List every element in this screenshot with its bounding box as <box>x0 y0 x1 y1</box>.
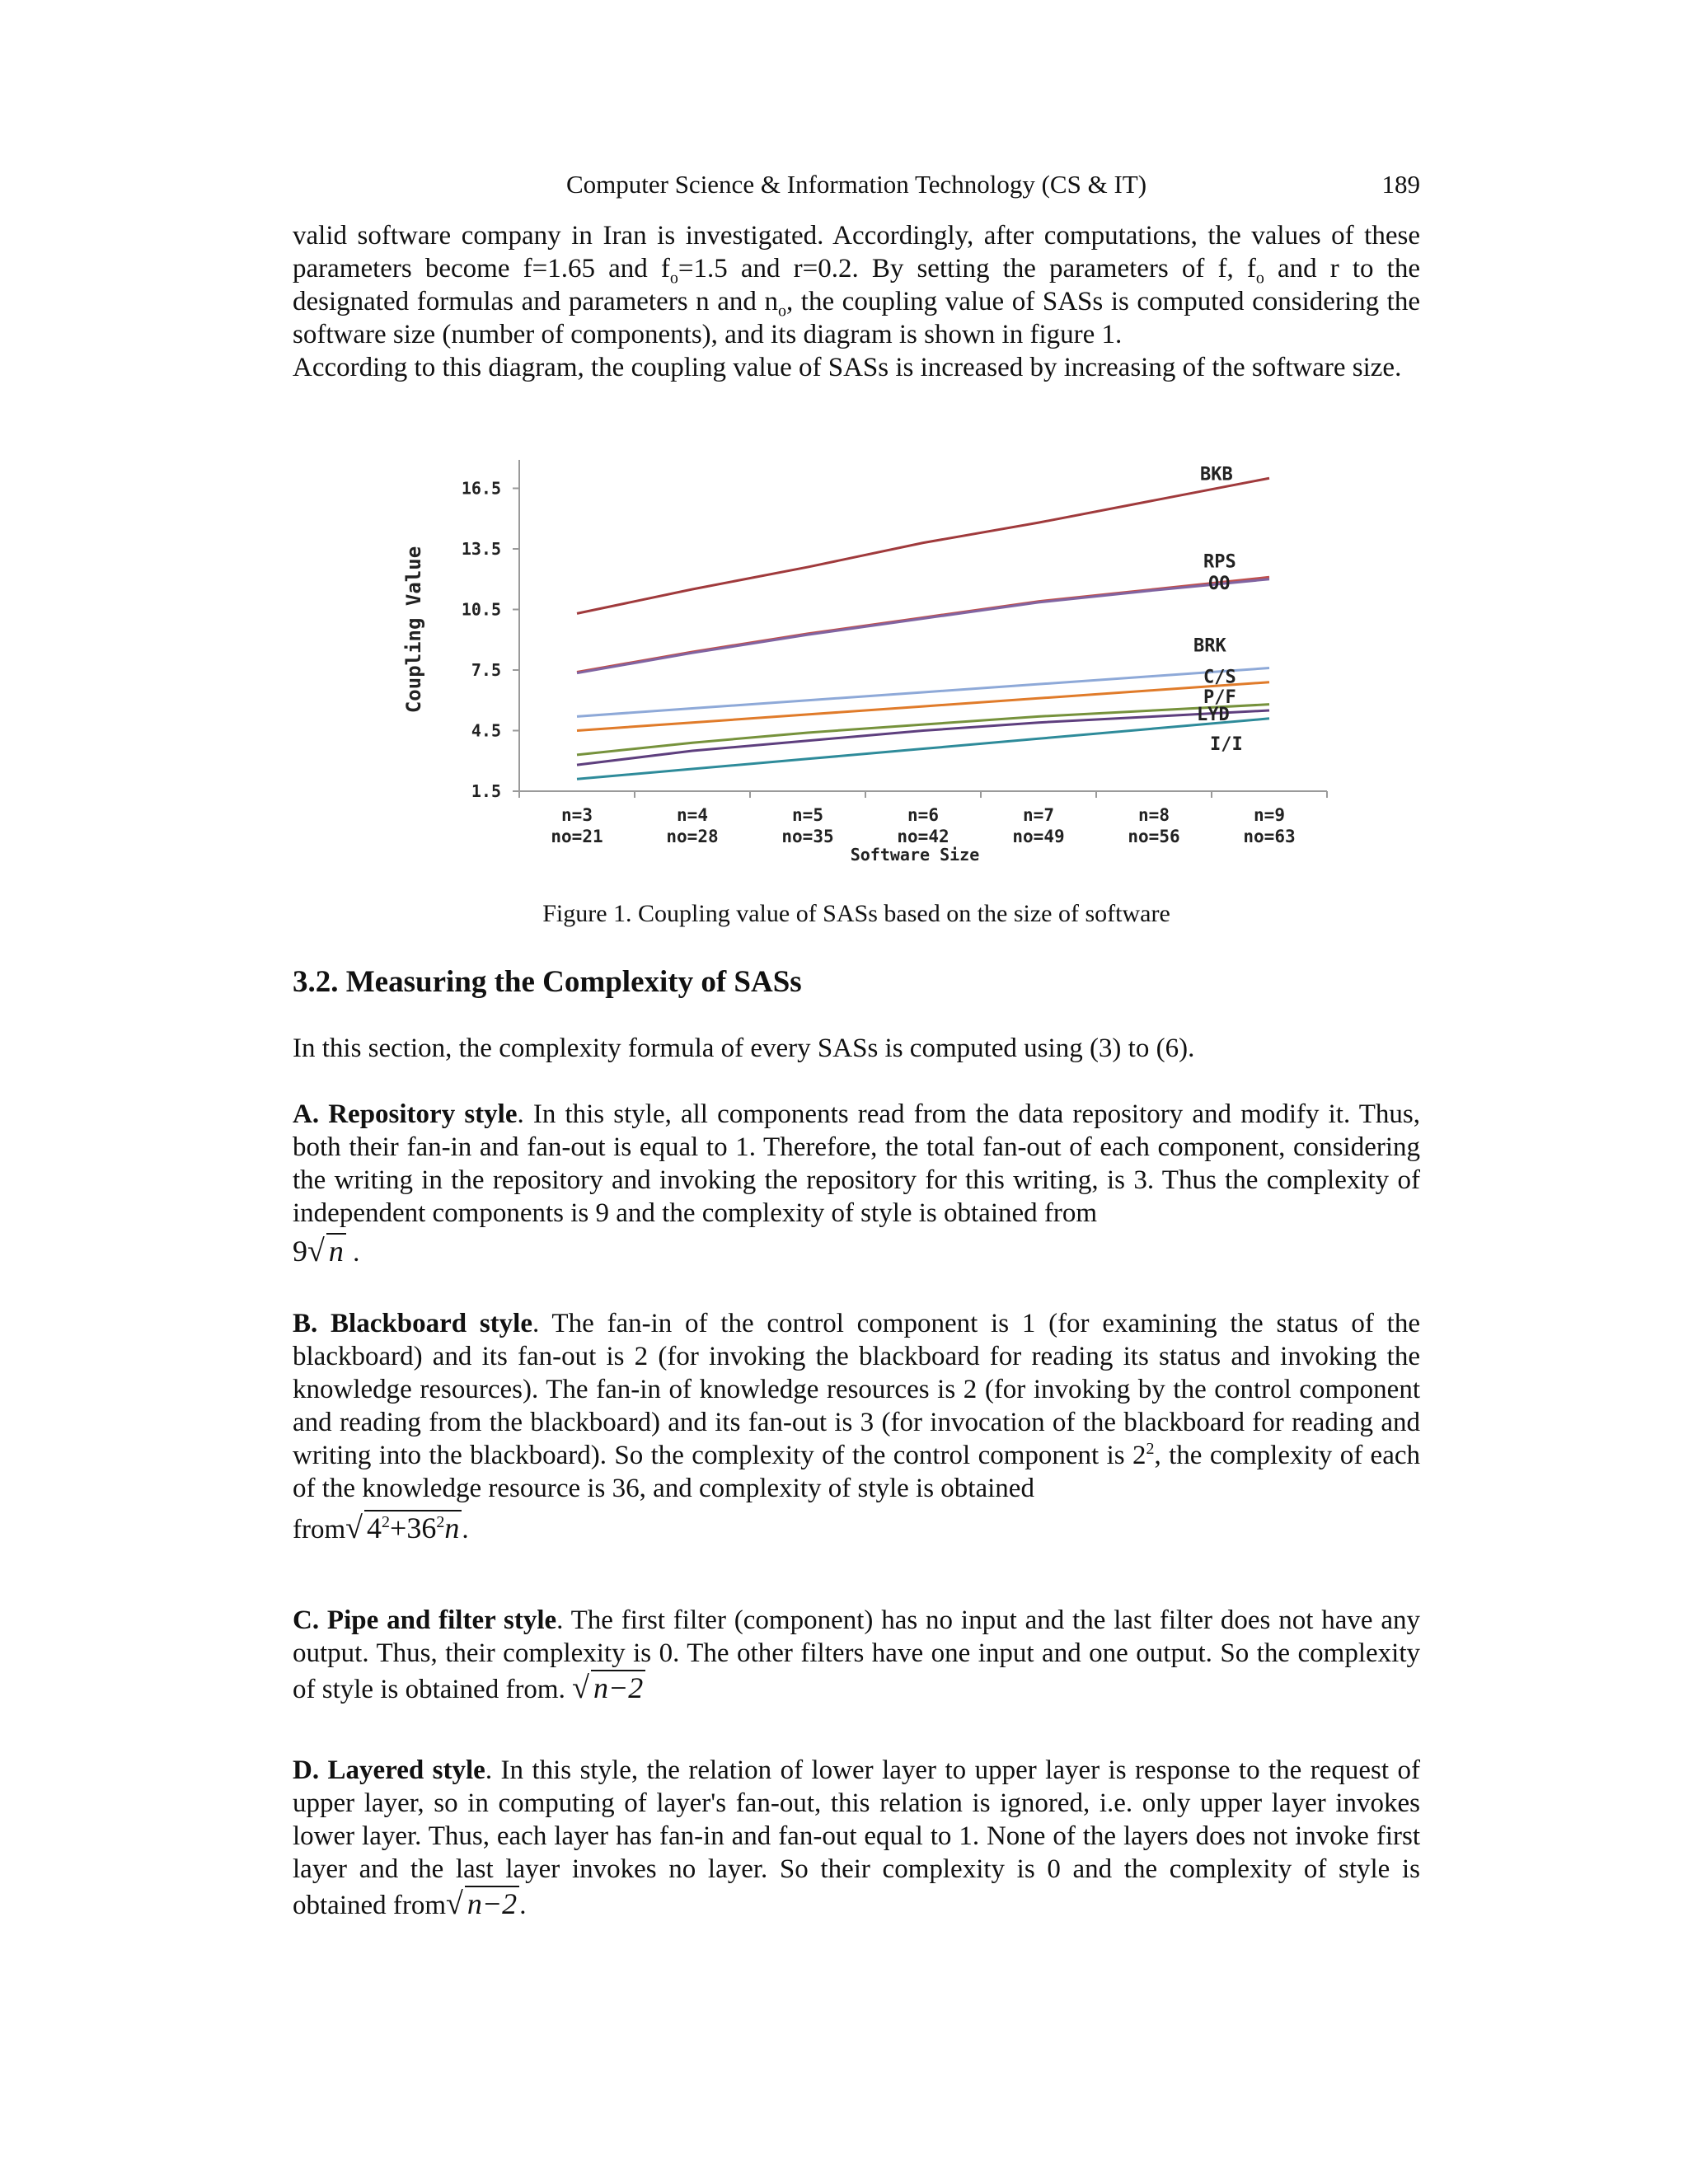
pipe-title: C. Pipe and filter style <box>293 1605 557 1635</box>
page-number: 189 <box>1381 170 1420 199</box>
layered-formula: n−2 <box>465 1886 519 1920</box>
x-tick-label-2: no=56 <box>1128 827 1180 846</box>
legend-label-rps: RPS <box>1203 551 1236 573</box>
series-line-lyd <box>577 710 1269 765</box>
repository-formula-end: . <box>345 1238 360 1268</box>
y-tick-label: 1.5 <box>471 781 501 801</box>
intro-paragraph <box>293 219 1420 384</box>
pipe-text: . The first filter (component) has no input and the last filter does not have any output. Thus, their complexity is 0. The other filters have one input and one output. So the complexity of style is obtained from. <box>293 1605 1421 1704</box>
y-tick-label: 13.5 <box>461 539 501 559</box>
repository-formula-var: n <box>326 1233 346 1268</box>
section-title: 3.2. Measuring the Complexity of SASs <box>293 965 802 999</box>
intro-text-2: =1.5 and r=0.2. By setting the parameters of f, f <box>678 254 1256 284</box>
legend-label-c-s: C/S <box>1203 667 1236 688</box>
y-tick-label: 16.5 <box>461 478 501 499</box>
blackboard-title: B. Blackboard style <box>293 1309 532 1338</box>
intro-text-4: , the coupling value of SASs is computed considering the software size (number of components), and its diagram is shown in figure 1. <box>293 287 1420 349</box>
layered-formula-end: . <box>519 1891 527 1920</box>
blackboard-text-2: , the complexity of each of the knowledge resource is 36, and complexity of style is obtained <box>293 1441 1421 1503</box>
blackboard-sup: 2 <box>1146 1440 1155 1458</box>
x-tick-label-2: no=35 <box>781 827 834 846</box>
section-intro <box>293 1032 1420 1065</box>
intro-text-3: and r to the designated formulas and parameters n and n <box>293 254 1420 316</box>
series-line-bkb <box>577 478 1269 613</box>
x-tick-label-2: no=63 <box>1243 827 1296 846</box>
page-header <box>293 170 1420 211</box>
repository-paragraph: A. Repository style. In this style, all components read from the data repository and modify it. Thus, both their fan-in and fan-out is equal to 1. Therefore, the total fan-out of each component, considering the writing in the repository and invoking the repository for this writing, is 3. Thus the complexity of independent components is 9 and the complexity of style is obtained from 9√ n . <box>293 1099 1420 1268</box>
x-tick-label: n=6 <box>907 805 939 825</box>
y-tick-label: 10.5 <box>461 599 501 620</box>
x-tick-label: n=9 <box>1254 805 1285 825</box>
blackboard-paragraph: B. Blackboard style. The fan-in of the control component is 1 (for examining the status of the blackboard) and its fan-out is 2 (for invoking the blackboard for reading its status and invoking the knowledge resources). The fan-in of knowledge resources is 2 (for invoking by the control component and reading from the blackboard) and its fan-out is 3 (for invocation of the blackboard for reading and writing into the blackboard). So the complexity of the control component is $2^2$, the complexity of each of the knowledge resource is 36, and complexity of style is obtained from√ $4^2+36^2n$. <box>293 1309 1421 1545</box>
legend-label-brk: BRK <box>1193 635 1226 657</box>
x-axis-label: Software Size <box>850 845 980 865</box>
x-tick-label-2: no=21 <box>551 827 603 846</box>
legend-label-lyd: LYD <box>1197 705 1230 725</box>
x-tick-label: n=8 <box>1138 805 1170 825</box>
series-line-i-i <box>577 719 1269 780</box>
series-line-oo <box>577 579 1269 673</box>
x-tick-label-2: no=42 <box>897 827 950 846</box>
intro-sub: o <box>669 269 678 288</box>
intro-paragraph-2: According to this diagram, the coupling value of SASs is increased by increasing of the software size. <box>293 353 1402 382</box>
legend-label-bkb: BKB <box>1200 464 1233 485</box>
section-intro-text: In this section, the complexity formula of every SASs is computed using (3) to (6). <box>293 1033 1195 1063</box>
x-tick-label: n=5 <box>792 805 823 825</box>
legend-label-oo: OO <box>1208 573 1231 594</box>
coupling-chart <box>387 452 1360 872</box>
x-tick-label: n=4 <box>677 805 708 825</box>
intro-sub: o <box>777 302 786 321</box>
intro-text-1: valid software company in Iran is investigated. Accordingly, after computations, the values of these parameters become f=1.65 and f <box>293 221 1420 284</box>
repository-text: . In this style, all components read from the data repository and modify it. Thus, both their fan-in and fan-out is equal to 1. Therefore, the total fan-out of each component, considering the writing in the repository and invoking the repository for this writing, is 3. Thus the complexity of independent components is 9 and the complexity of style is obtained from <box>293 1099 1420 1228</box>
figure-caption: Figure 1. Coupling value of SASs based on the size of software <box>542 900 1170 927</box>
legend-label-i-i: I/I <box>1210 733 1243 755</box>
blackboard-formula-end: . <box>462 1515 469 1544</box>
repository-formula-coef: 9 <box>293 1235 307 1268</box>
blackboard-formula: $4^2+36^2n$ <box>364 1510 462 1544</box>
layered-paragraph: D. Layered style. In this style, the relation of lower layer to upper layer is response to the request of upper layer, so in computing of layer's fan-out, this relation is ignored, i.e. only upper layer invokes lower layer. Thus, each layer has fan-in and fan-out equal to 1. None of the layers does not invoke first layer and the last layer invokes no layer. So their complexity is 0 and the complexity of style is obtained from√ n−2. <box>293 1755 1420 1921</box>
figure-1 <box>387 452 1360 872</box>
pipe-paragraph: C. Pipe and filter style. The first filter (component) has no input and the last filter does not have any output. Thus, their complexity is 0. The other filters have one input and one output. So the complexity of style is obtained from. √ n−2 <box>293 1605 1421 1705</box>
pipe-formula: n−2 <box>591 1670 645 1704</box>
x-tick-label: n=7 <box>1023 805 1054 825</box>
layered-title: D. Layered style <box>293 1755 485 1785</box>
x-tick-label-2: no=28 <box>666 827 719 846</box>
intro-sub: o <box>1255 269 1264 288</box>
x-tick-label: n=3 <box>561 805 593 825</box>
blackboard-text: . The fan-in of the control component is 1 (for examining the status of the blackboard) and its fan-out is 2 (for invoking the blackboard for reading its status and invoking the knowledge resources). The fan-in of knowledge resources is 2 (for invoking by the control component and reading from the blackboard) and its fan-out is 3 (for invocation of the blackboard for reading and writing into the blackboard). So the complexity of the control component is 2 <box>293 1309 1420 1470</box>
y-tick-label: 4.5 <box>471 720 501 741</box>
journal-title: Computer Science & Information Technology (CS & IT) <box>565 170 1147 199</box>
y-tick-label: 7.5 <box>471 660 501 680</box>
layered-text: . In this style, the relation of lower layer to upper layer is response to the request of upper layer, so in computing of layer's fan-out, this relation is ignored, i.e. only upper layer invokes lower layer. Thus, each layer has fan-in and fan-out equal to 1. None of the layers does not invoke first layer and the last layer invokes no layer. So their complexity is 0 and the complexity of style is obtained from <box>293 1755 1420 1920</box>
x-tick-label-2: no=49 <box>1012 827 1065 846</box>
y-axis-label: Coupling Value <box>402 546 425 714</box>
blackboard-from: from <box>293 1515 346 1544</box>
legend-label-p-f: P/F <box>1203 687 1236 708</box>
repository-title: A. Repository style <box>293 1099 518 1129</box>
